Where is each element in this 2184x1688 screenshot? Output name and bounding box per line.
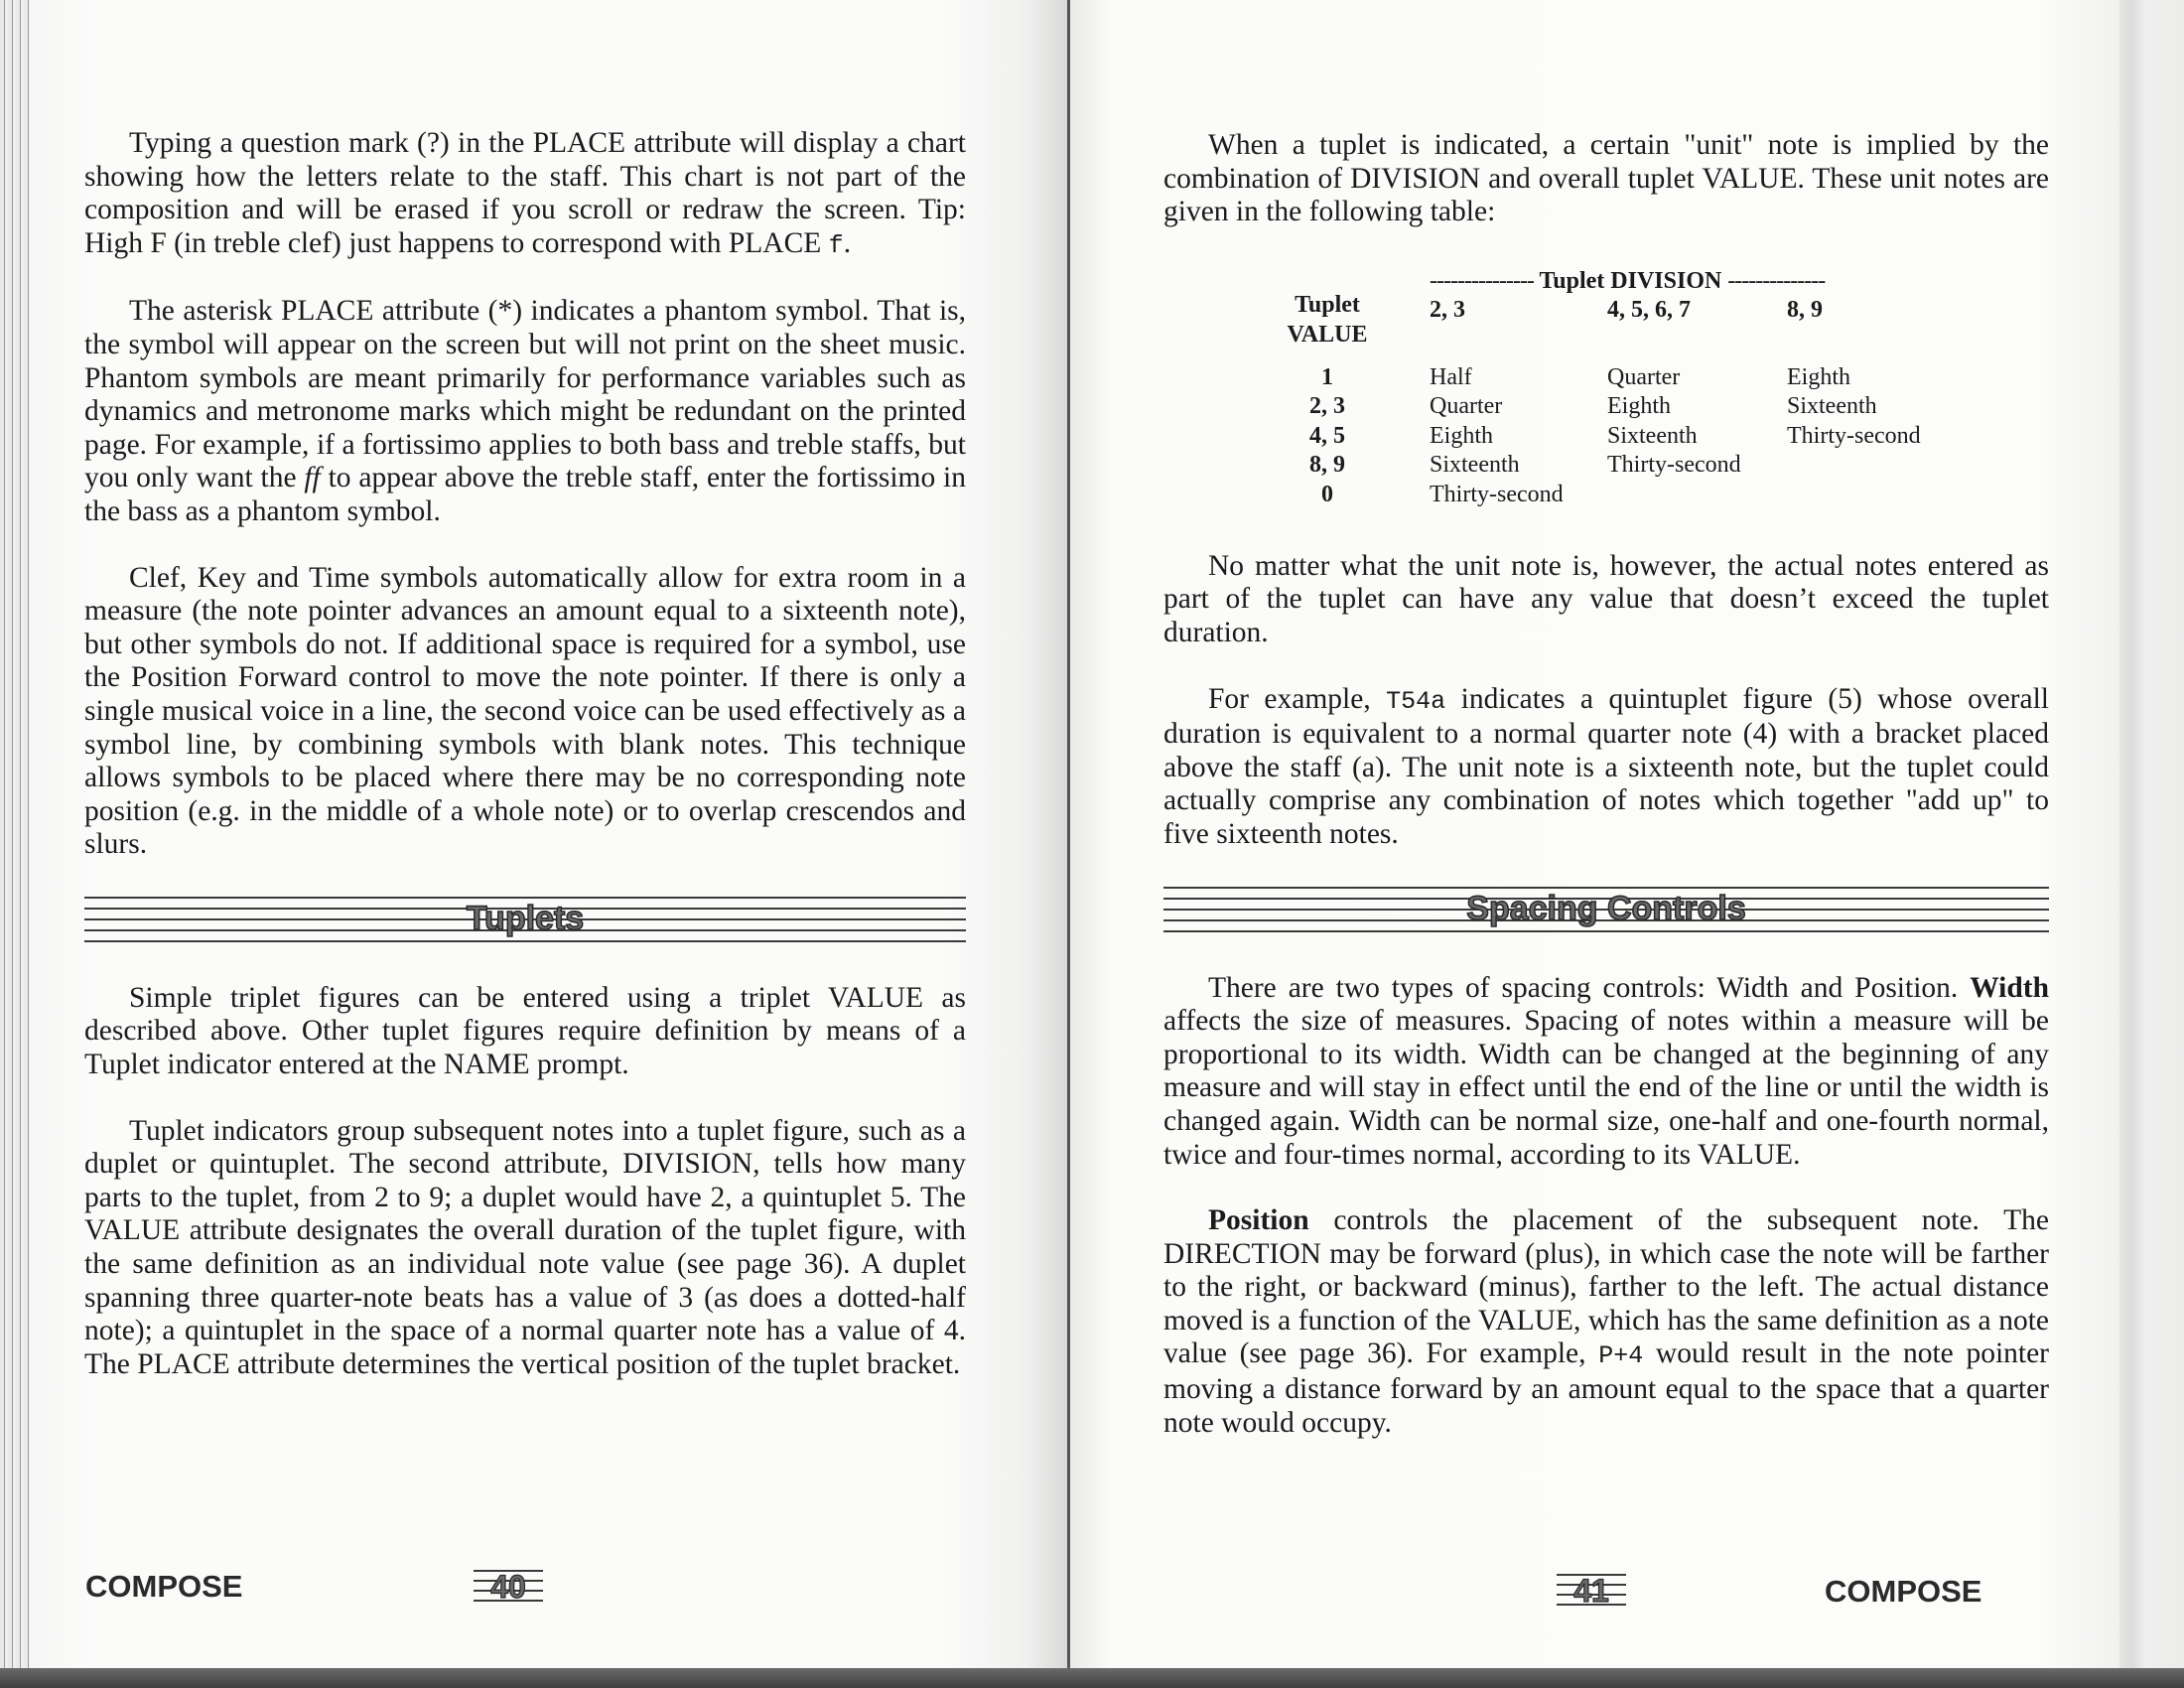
paragraph: There are two types of spacing controls: Width and Position. Width affects the size of measures. Spacing of notes within a measure will be proportional to its width. Width can be changed at the beginning of any measure and will stay in effect until the end of the line or until the width is changed again. Width can be normal size, one-half and one-fourth normal, twice and four-times normal, according to its VALUE. [1163, 971, 2049, 1171]
table-header-value [1273, 290, 1382, 350]
table-row-value: 4, 5 [1309, 422, 1345, 449]
page-number: 41 [1573, 1573, 1609, 1609]
paragraph: Typing a question mark (?) in the PLACE attribute will display a chart showing how the letters relate to the staff. This chart is not part of the composition and will be erased if you scroll or redraw the screen. Tip: High F (in treble clef) just happens to correspond with PLACE f. [84, 127, 966, 260]
table-row [1163, 481, 2049, 510]
unit-note-table [1163, 262, 2049, 520]
division-title: Tuplet DIVISION [1539, 267, 1722, 294]
code-token: f [828, 230, 844, 260]
table-cell: Eighth [1787, 363, 1850, 390]
section-header-spacing-controls [1163, 885, 2049, 934]
table-cell: Sixteenth [1430, 452, 1520, 479]
footer-running-title: COMPOSE [85, 1569, 243, 1604]
page-number-41 [1557, 1574, 1626, 1610]
dash-rule-left: --------------- [1430, 267, 1534, 294]
table-row [1163, 422, 2049, 452]
table-cell: Quarter [1430, 393, 1503, 420]
table-cell: Sixteenth [1787, 393, 1877, 420]
footer-running-title: COMPOSE [1825, 1574, 1982, 1609]
table-cell: Eighth [1430, 422, 1493, 449]
table-column-header: 2, 3 [1430, 296, 1465, 323]
left-paragraphs-top [84, 127, 966, 862]
left-page-body [84, 127, 966, 1414]
staff-line [84, 940, 966, 942]
table-row [1163, 363, 2049, 393]
page-number-40 [474, 1570, 543, 1606]
dash-rule-right: -------------- [1727, 267, 1826, 294]
code-token: P+4 [1598, 1341, 1644, 1371]
table-cell: Eighth [1607, 393, 1671, 420]
staff-line [1163, 930, 2049, 932]
bold-term: Position [1208, 1204, 1309, 1237]
left-paragraphs-bottom [84, 982, 966, 1382]
table-row [1163, 392, 2049, 422]
section-title: Tuplets [466, 899, 585, 937]
table-row-value: 1 [1321, 363, 1333, 390]
table-cell: Thirty-second [1607, 452, 1741, 479]
section-title: Spacing Controls [1466, 889, 1746, 927]
page-number: 40 [490, 1569, 526, 1605]
right-paragraphs-mid [1163, 550, 2049, 852]
book-gutter [1067, 0, 1070, 1668]
right-paragraphs-bottom [1163, 972, 2049, 1441]
table-column-header: 8, 9 [1787, 296, 1823, 323]
table-row-value: 8, 9 [1309, 452, 1345, 479]
page-stack-edge [0, 0, 30, 1668]
code-token: T54a [1386, 686, 1446, 716]
table-cell: Quarter [1607, 363, 1681, 390]
paragraph: Simple triplet figures can be entered using a triplet VALUE as described above. Other tuplet figures require definition by means of a Tuplet indicator entered at the NAME prompt. [84, 981, 966, 1081]
table-header-value-line2: VALUE [1287, 321, 1368, 348]
italic-term: ff [304, 462, 321, 494]
table-cell: Sixteenth [1607, 422, 1698, 449]
paragraph: Tuplet indicators group subsequent notes into a tuplet figure, such as a duplet or quintuplet. The second attribute, DIVISION, tells how many parts to the tuplet, from 2 to 9; a duplet would have 2, a quintuplet 5. The VALUE attribute designates the overall duration of the tuplet figure, with the same definition as an individual note value (see page 36). A duplet spanning three quarter-note beats has a value of 3 (as does a dotted-half note); a quintuplet in the space of a normal quarter note has a value of 4. The PLACE attribute determines the vertical position of the tuplet bracket. [84, 1114, 966, 1380]
right-page-body [1163, 129, 2049, 1473]
paragraph: For example, T54a indicates a quintuplet figure (5) whose overall duration is equivalent to a normal quarter note (4) with a bracket placed above the staff (a). The unit note is a sixteenth note, but the tuplet could actually comprise any combination of notes which together "add up" to five sixteenth notes. [1163, 682, 2049, 850]
table-header-division [1430, 267, 1825, 297]
paragraph: Clef, Key and Time symbols automatically allow for extra room in a measure (the note pointer advances an amount equal to a sixteenth note), but other symbols do not. If additional space is required for a symbol, use the Position Forward control to move the note pointer. If there is only a single musical voice in a line, the second voice can be used effectively as a symbol line, by combining symbols with blank notes. This technique allows symbols to be placed where there may be no corresponding note position (e.g. in the middle of a whole note) or to overlap crescendos and slurs. [84, 561, 966, 861]
right-paragraph-intro [1163, 129, 2049, 229]
table-cell: Half [1430, 363, 1472, 390]
table-row-value: 2, 3 [1309, 393, 1345, 420]
paragraph: When a tuplet is indicated, a certain "unit" note is implied by the combination of DIVISION and overall tuplet VALUE. These unit notes are given in the following table: [1163, 129, 2049, 228]
paragraph: No matter what the unit note is, however, the actual notes entered as part of the tuplet can have any value that doesn’t exceed the tuplet duration. [1163, 549, 2049, 648]
bold-term: Width [1970, 971, 2049, 1004]
page-edge-right [2119, 0, 2184, 1668]
table-cell: Thirty-second [1787, 422, 1921, 449]
table-header-value-line1: Tuplet [1295, 291, 1360, 318]
table-row-value: 0 [1321, 481, 1333, 507]
section-header-tuplets [84, 895, 966, 944]
table-column-header: 4, 5, 6, 7 [1607, 296, 1691, 323]
scanner-bottom-edge [0, 1668, 2184, 1688]
table-row [1163, 451, 2049, 481]
paragraph: The asterisk PLACE attribute (*) indicates a phantom symbol. That is, the symbol will appear on the screen but will not print on the sheet music. Phantom symbols are meant primarily for performance variables such as dynamics and metronome marks which might be redundant on the printed page. For example, if a fortissimo applies to both bass and treble staffs, but you only want the ff to appear above the treble staff, enter the fortissimo in the bass as a phantom symbol. [84, 295, 966, 527]
paragraph: Position controls the placement of the subsequent note. The DIRECTION may be forward (plus), in which case the note will be farther to the right, or backward (minus), farther to the left. The actual distance moved is a function of the VALUE, which has the same definition as a note value (see page 36). For example, P+4 would result in the note pointer moving a distance forward by an amount equal to the space that a quarter note would occupy. [1163, 1204, 2049, 1439]
table-cell: Thirty-second [1430, 481, 1564, 507]
